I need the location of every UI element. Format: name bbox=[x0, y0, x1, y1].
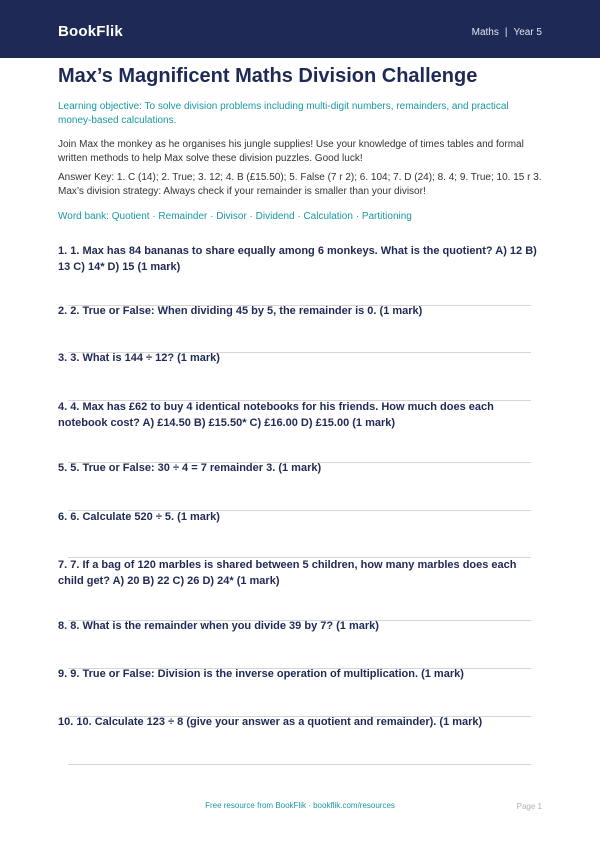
brand-logo[interactable]: BookFlik bbox=[58, 23, 123, 40]
question-10: 10. 10. Calculate 123 ÷ 8 (give your answer as a quotient and remainder). (1 mark) bbox=[58, 716, 483, 728]
question-7: 7. 7. If a bag of 120 marbles is shared between 5 children, how many marbles does each child get? A) 20 B) 22 C) 26 D) 24* (1 mark) bbox=[58, 559, 517, 587]
question-5: 5. 5. True or False: 30 ÷ 4 = 7 remainder 3. (1 mark) bbox=[58, 462, 322, 474]
intro-text: Join Max the monkey as he organises his jungle supplies! Use your knowledge of times tables and formal written methods to help Max solve these division puzzles. Good luck! bbox=[58, 139, 524, 164]
answer-line bbox=[68, 764, 531, 765]
question-1: 1. 1. Max has 84 bananas to share equally among 6 monkeys. What is the quotient? A) 12 B) 13 C) 14* D) 15 (1 mark) bbox=[58, 245, 537, 273]
answer-key: Answer Key: 1. C (14); 2. True; 3. 12; 4. B (£15.50); 5. False (7 r 2); 6. 104; 7. D (24); 8. 4; 9. True; 10. 15 r 3. Max’s division strategy: Always check if your remainder is smaller than your divisor! bbox=[58, 172, 542, 197]
subject-label: Maths bbox=[471, 27, 499, 38]
footer-link[interactable]: Free resource from BookFlik · bookflik.com/resources bbox=[205, 801, 395, 810]
question-3: 3. 3. What is 144 ÷ 12? (1 mark) bbox=[58, 352, 220, 364]
page-number: Page 1 bbox=[516, 802, 542, 811]
year-label: Year 5 bbox=[513, 27, 542, 38]
word-bank: Word bank: Quotient · Remainder · Divisor · Dividend · Calculation · Partitioning bbox=[58, 211, 412, 222]
question-9: 9. 9. True or False: Division is the inverse operation of multiplication. (1 mark) bbox=[58, 668, 464, 680]
breadcrumb bbox=[472, 27, 542, 38]
breadcrumb-separator: | bbox=[504, 27, 508, 38]
question-8: 8. 8. What is the remainder when you divide 39 by 7? (1 mark) bbox=[58, 620, 379, 632]
question-6: 6. 6. Calculate 520 ÷ 5. (1 mark) bbox=[58, 511, 220, 523]
question-4: 4. 4. Max has £62 to buy 4 identical notebooks for his friends. How much does each notebook cost? A) £14.50 B) £15.50* C) £16.00 D) £15.00 (1 mark) bbox=[58, 401, 494, 429]
page-title: Max’s Magnificent Maths Division Challenge bbox=[58, 65, 478, 87]
question-2: 2. 2. True or False: When dividing 45 by 5, the remainder is 0. (1 mark) bbox=[58, 305, 423, 317]
header-bar bbox=[0, 0, 600, 58]
learning-objective: Learning objective: To solve division problems including multi-digit numbers, remainders, and practical money-based calculations. bbox=[58, 101, 509, 126]
